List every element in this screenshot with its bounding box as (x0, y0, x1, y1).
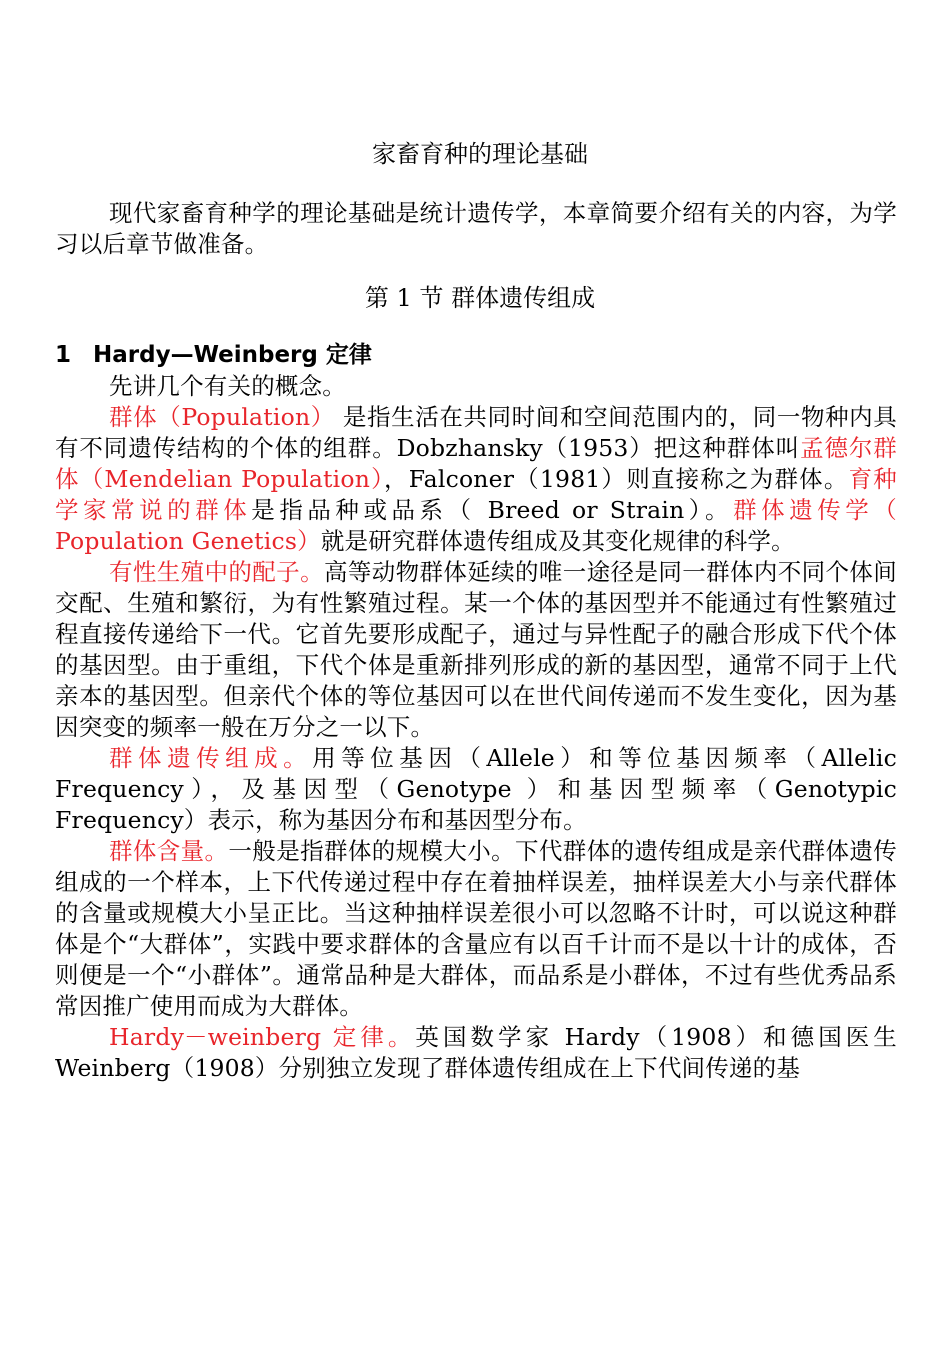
term-hardy-weinberg: Hardy－weinberg 定律。 (109, 1023, 416, 1051)
population-text-4: 就是研究群体遗传组成及其变化规律的科学。 (320, 527, 795, 555)
heading-text: Hardy—Weinberg 定律 (93, 342, 372, 368)
population-text-3: 是指品种或品系（ Breed or Strain）。 (251, 496, 734, 524)
intro-paragraph: 现代家畜育种学的理论基础是统计遗传学，本章简要介绍有关的内容，为学习以后章节做准备。 (55, 199, 897, 258)
heading-number: 1 (55, 342, 72, 368)
term-breeder-population: 育种学家常说的群体 (55, 465, 897, 524)
document-page (55, 138, 897, 1084)
gamete-text: 高等动物群体延续的唯一途径是同一群体内不同个体间交配、生殖和繁衍，为有性繁殖过程。某一个体的基因型并不能通过有性繁殖过程直接传递给下一代。它首先要形成配子，通过与异性配子的融合形成下代个体的基因型。由于重组，下代个体是重新排列形成的新的基因型，通常不同于上代亲本的基因型。但亲代个体的等位基因可以在世代间传递而不发生变化，因为基因突变的频率一般在万分之一以下。 (55, 558, 897, 741)
population-paragraph (55, 402, 897, 557)
document-title: 家畜育种的理论基础 (372, 140, 588, 168)
size-text: 一般是指群体的规模大小。下代群体的遗传组成是亲代群体遗传组成的一个样本，上下代传递过程中存在着抽样误差，抽样误差大小与亲代群体的含量或规模大小呈正比。当这种抽样误差很小可以忽略不计时，可以说这种群体是个“大群体”，实践中要求群体的含量应有以百千计而不是以十计的成体，否则便是一个“小群体”。通常品种是大群体，而品系是小群体，不过有些优秀品系常因推广使用而成为大群体。 (55, 837, 897, 1020)
size-paragraph (55, 836, 897, 1022)
term-genetic-composition: 群体遗传组成。 (109, 744, 313, 772)
section-heading (55, 340, 897, 371)
composition-paragraph (55, 743, 897, 836)
population-text-2: ，Falconer（1981）则直接称之为群体。 (384, 465, 849, 493)
term-mendelian-population: 孟德尔群体（Mendelian Population） (55, 434, 897, 493)
term-population: 群体（Population） (109, 403, 335, 431)
term-population-size: 群体含量。 (109, 837, 229, 865)
hardy-weinberg-text: 英国数学家 Hardy（1908）和德国医生 Weinberg（1908）分别独立发现了群体遗传组成在上下代间传递的基 (55, 1023, 898, 1082)
composition-text: 用等位基因（Allele）和等位基因频率（Allelic Frequency），及基因型（Genotype ）和基因型频率（Genotypic Frequency）表示，称为基因分布和基因型分布。 (55, 744, 897, 834)
section-title: 第 1 节 群体遗传组成 (364, 284, 596, 312)
concepts-paragraph: 先讲几个有关的概念。 (109, 372, 346, 400)
gamete-paragraph (55, 557, 897, 743)
term-gamete: 有性生殖中的配子。 (109, 558, 324, 586)
population-text-1: 是指生活在共同时间和空间范围内的，同一物种内具有不同遗传结构的个体的组群。Dobzhansky（1953）把这种群体叫 (55, 403, 897, 462)
term-population-genetics: 群体遗传学（ Population Genetics） (55, 496, 897, 555)
hardy-weinberg-paragraph (55, 1022, 897, 1084)
